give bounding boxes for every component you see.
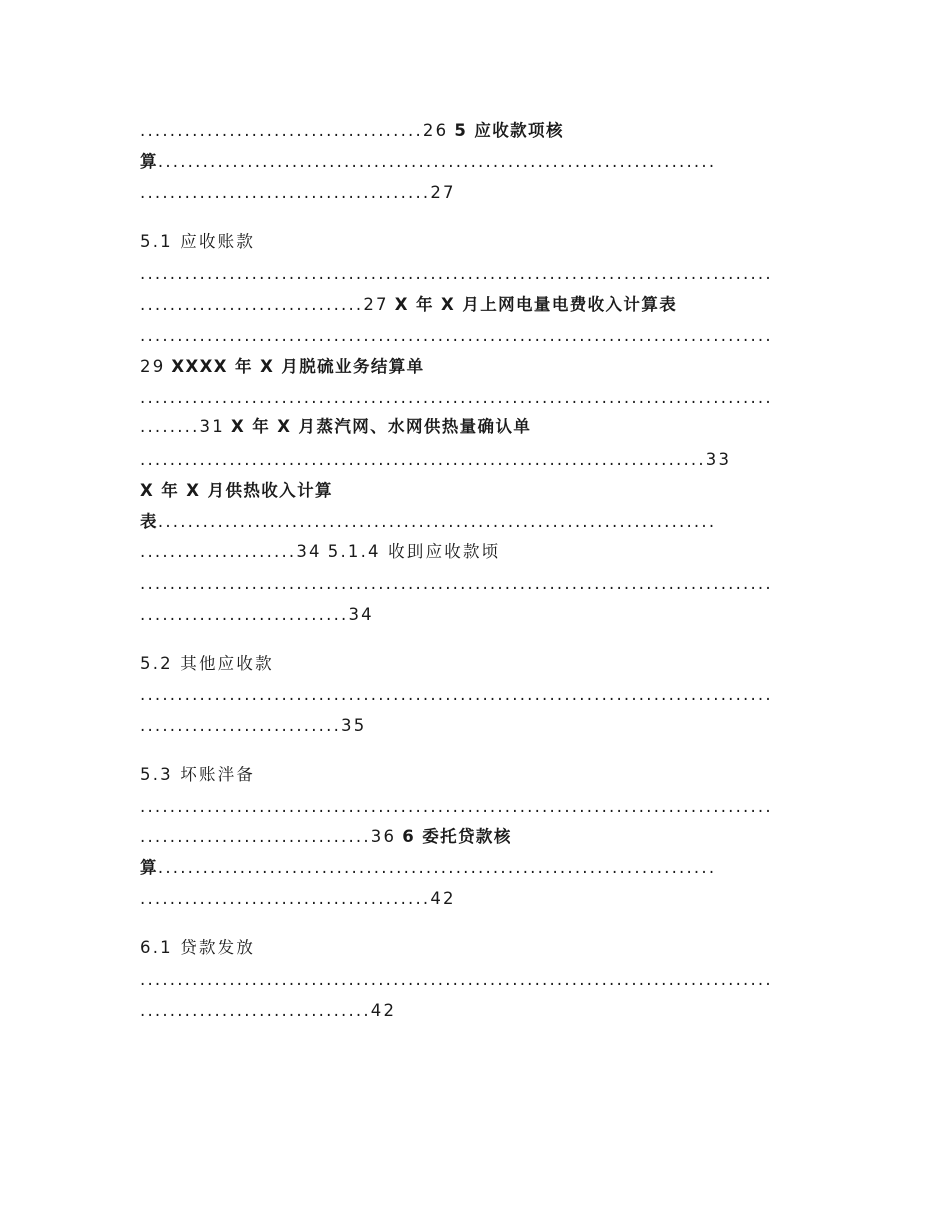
toc-heading: XXXX 年 X 月脱硫业务结算单 — [171, 357, 425, 376]
toc-heading: 表 — [140, 512, 158, 531]
toc-line — [140, 793, 812, 821]
toc-line — [140, 650, 812, 678]
toc-line — [140, 761, 812, 789]
toc-leader: ..................................................................................... — [140, 797, 773, 816]
toc-line — [140, 570, 812, 598]
toc-heading: 算 — [140, 858, 158, 877]
toc-line — [140, 966, 812, 994]
toc-heading: X 年 X 月供热收入计算 — [140, 481, 333, 500]
toc-heading: X 年 X 月上网电量电费收入计算表 — [394, 295, 678, 314]
toc-heading: 算 — [140, 152, 158, 171]
toc-leader: ..................................................................................... — [140, 326, 773, 345]
toc-line — [140, 228, 812, 256]
toc-leader: ...............................36 — [140, 827, 397, 846]
toc-line — [140, 446, 812, 474]
toc-line — [140, 322, 812, 350]
toc-leader: ..................................................................................... — [140, 388, 773, 407]
toc-leader: ..................................................................................... — [140, 970, 773, 989]
toc-entry: 5.1.4 收刞应收款顷 — [327, 542, 501, 561]
toc-leader: ............................................................................33 — [140, 450, 732, 469]
toc-line — [140, 477, 812, 505]
toc-line — [140, 508, 812, 536]
toc-page-number: 29 — [140, 357, 166, 376]
toc-line — [140, 712, 812, 740]
toc-line — [140, 854, 812, 882]
toc-line — [140, 260, 812, 288]
toc-entry: 5.1 应收账款 — [140, 232, 256, 251]
toc-leader: .......................................27 — [140, 183, 456, 202]
toc-line — [140, 291, 812, 319]
toc-line — [140, 148, 812, 176]
toc-line — [140, 353, 812, 381]
toc-heading: X 年 X 月蒸汽网、水网供热量确认单 — [230, 417, 532, 436]
toc-entry: 5.2 其他应收款 — [140, 654, 274, 673]
toc-leader: ........................................................................... — [157, 512, 717, 531]
toc-leader: .....................34 — [140, 542, 322, 561]
toc-line — [140, 681, 812, 709]
toc-line — [140, 934, 812, 962]
toc-leader: ...............................42 — [140, 1001, 397, 1020]
toc-leader: ......................................26 — [140, 121, 449, 140]
toc-line — [140, 413, 812, 441]
toc-line — [140, 885, 812, 913]
toc-line — [140, 601, 812, 629]
toc-line — [140, 117, 812, 145]
toc-line — [140, 179, 812, 207]
toc-leader: ........................................................................... — [157, 858, 717, 877]
toc-leader: ............................34 — [140, 605, 374, 624]
toc-entry: 5.3 坏账泮备 — [140, 765, 256, 784]
toc-entry: 6.1 贷款发放 — [140, 938, 256, 957]
toc-line — [140, 384, 812, 412]
toc-leader: .......................................42 — [140, 889, 456, 908]
toc-leader: ..................................................................................... — [140, 264, 773, 283]
toc-leader: ........................................................................... — [157, 152, 717, 171]
toc-heading: 5 应收款项核 — [454, 121, 564, 140]
toc-line — [140, 538, 812, 566]
toc-line — [140, 823, 812, 851]
toc-heading: 6 委托贷款核 — [402, 827, 512, 846]
toc-leader: ..................................................................................... — [140, 685, 773, 704]
toc-leader: ...........................35 — [140, 716, 367, 735]
toc-leader: ........31 — [140, 417, 225, 436]
toc-leader: ..................................................................................... — [140, 574, 773, 593]
toc-line — [140, 997, 812, 1025]
toc-leader: ..............................27 — [140, 295, 389, 314]
